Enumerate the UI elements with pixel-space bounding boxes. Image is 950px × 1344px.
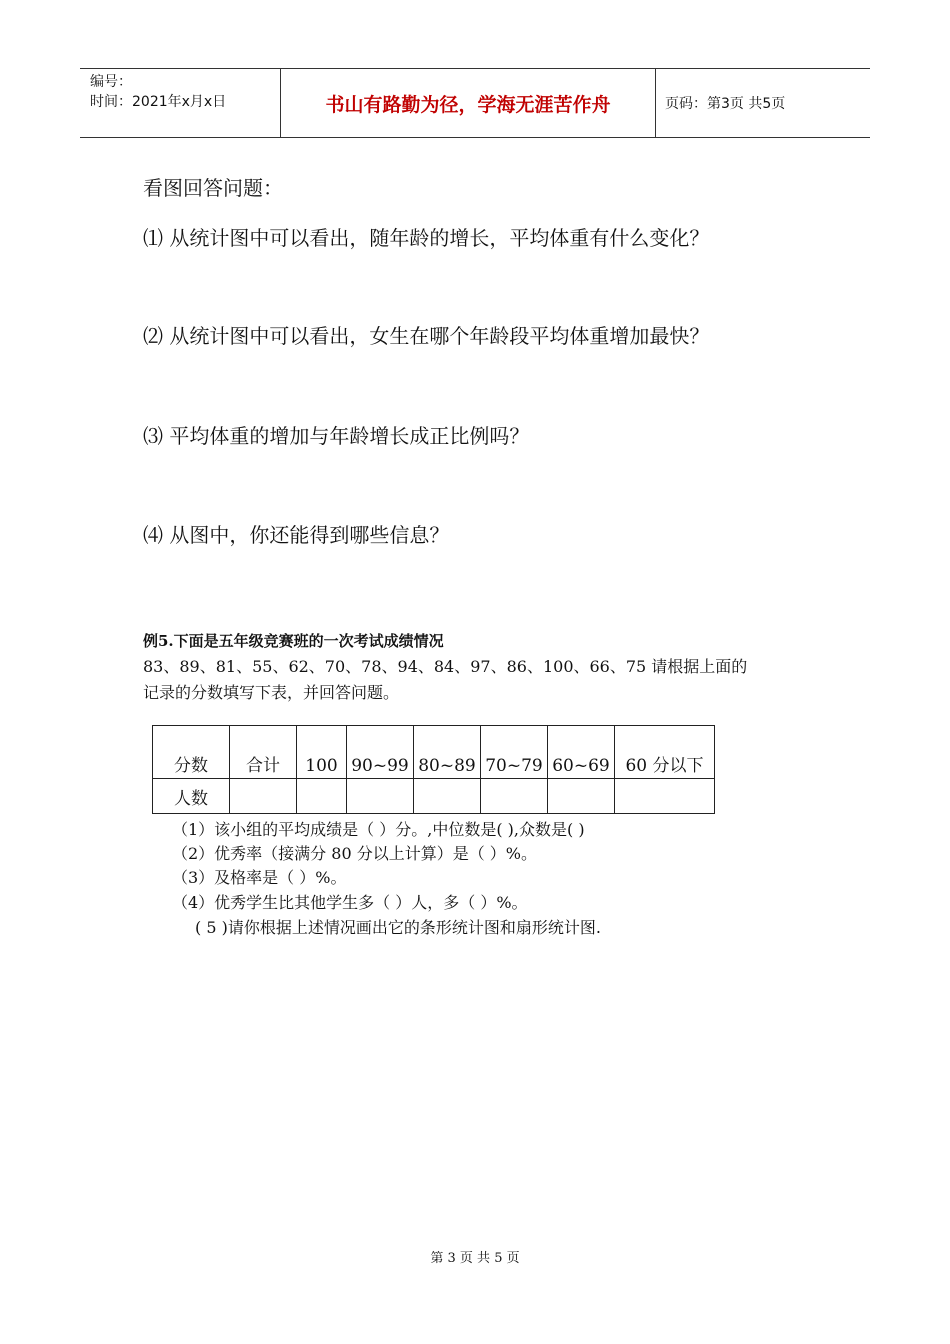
page-header	[80, 68, 870, 138]
sub-question-1: （1）该小组的平均成绩是（ ）分。,中位数是( ),众数是( )	[172, 820, 585, 839]
table-input-cell[interactable]	[297, 779, 347, 814]
header-page-info: 页码：第3页 共5页	[665, 96, 786, 112]
sub-question-3: （3）及格率是（ ）%。	[172, 868, 347, 887]
time-label: 时间：2021年x月x日	[90, 94, 227, 110]
sub-question-4: （4）优秀学生比其他学生多（ ）人，多（ ）%。	[172, 893, 528, 912]
table-input-cell[interactable]	[347, 779, 414, 814]
table-cell: 80~89	[414, 726, 481, 779]
table-count-row	[153, 779, 715, 814]
sub-question-2: （2）优秀率（接满分 80 分以上计算）是（ ）%。	[172, 844, 538, 863]
table-input-cell[interactable]	[230, 779, 297, 814]
header-meta	[80, 69, 280, 137]
page-footer: 第 3 页 共 5 页	[430, 1251, 520, 1266]
table-cell: 合计	[230, 726, 297, 779]
table-cell: 分数	[153, 726, 230, 779]
question-3: ⑶ 平均体重的增加与年龄增长成正比例吗？	[143, 424, 530, 448]
score-table	[152, 725, 715, 814]
question-4: ⑷ 从图中，你还能得到哪些信息？	[143, 523, 450, 547]
table-input-cell[interactable]	[548, 779, 615, 814]
header-motto: 书山有路勤为径，学海无涯苦作舟	[325, 93, 611, 116]
questions-intro: 看图回答问题：	[143, 176, 283, 200]
table-cell: 90~99	[347, 726, 414, 779]
table-cell: 人数	[153, 779, 230, 814]
example-scores-line: 83、89、81、55、62、70、78、94、84、97、86、100、66、75 请根据上面的	[143, 657, 748, 676]
example-title: 例5.下面是五年级竞赛班的一次考试成绩情况	[143, 632, 444, 650]
header-motto-cell	[280, 69, 656, 137]
sub-question-5: ( 5 )请你根据上述情况画出它的条形统计图和扇形统计图.	[195, 918, 601, 937]
table-cell: 60 分以下	[615, 726, 715, 779]
example-instruction-line: 记录的分数填写下表，并回答问题。	[143, 683, 400, 702]
table-input-cell[interactable]	[615, 779, 715, 814]
table-cell: 70~79	[481, 726, 548, 779]
table-input-cell[interactable]	[481, 779, 548, 814]
question-1: ⑴ 从统计图中可以看出，随年龄的增长，平均体重有什么变化？	[143, 226, 710, 250]
number-label: 编号：	[90, 74, 132, 90]
table-input-cell[interactable]	[414, 779, 481, 814]
table-header-row	[153, 726, 715, 779]
table-cell: 100	[297, 726, 347, 779]
table-cell: 60~69	[548, 726, 615, 779]
question-2: ⑵ 从统计图中可以看出，女生在哪个年龄段平均体重增加最快？	[143, 324, 710, 348]
